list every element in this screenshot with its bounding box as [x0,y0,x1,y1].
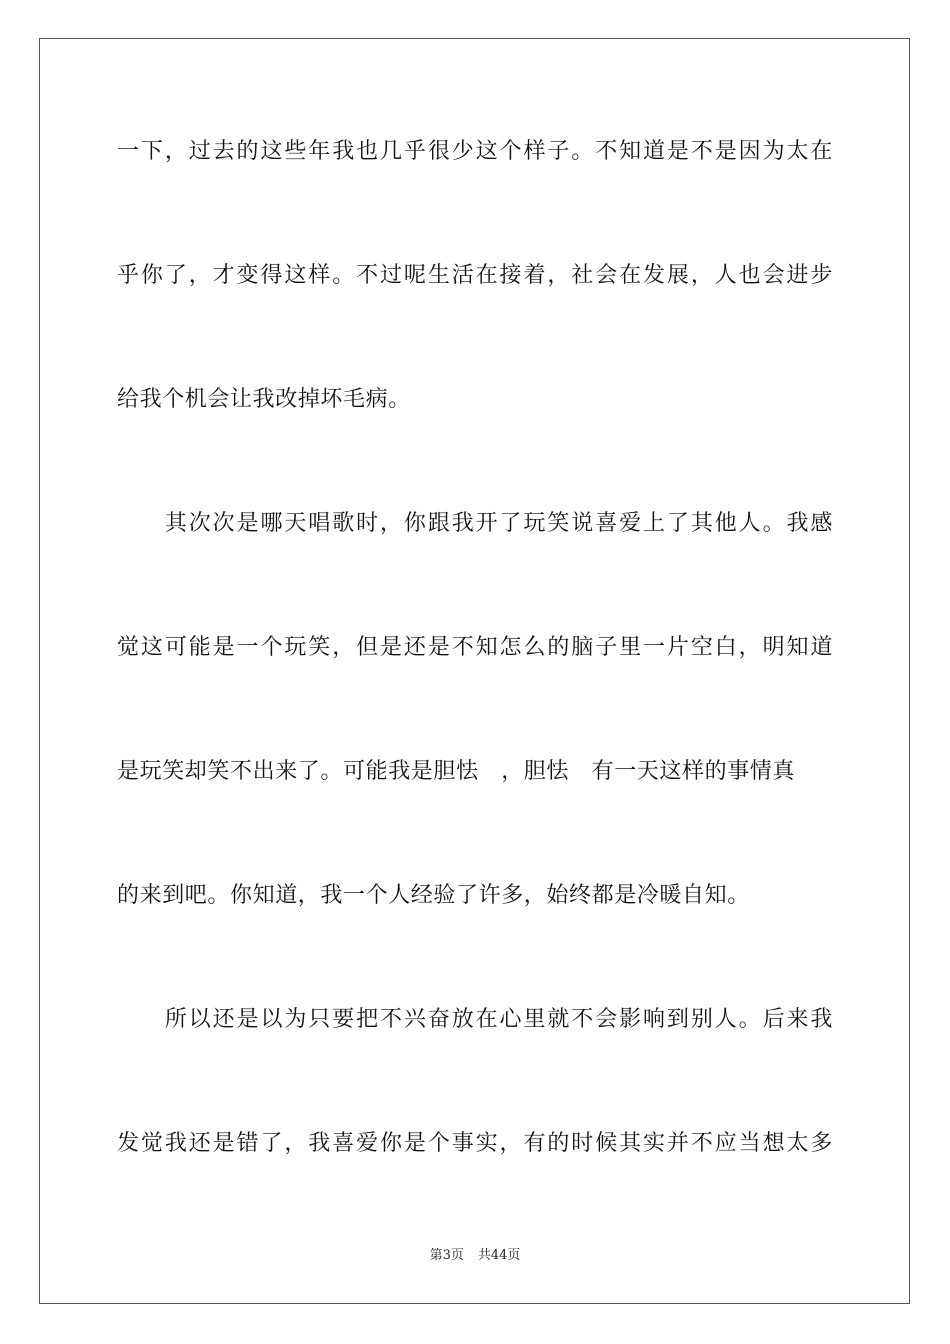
body-text-line: 其次次是哪天唱歌时，你跟我开了玩笑说喜爱上了其他人。我感 [117,511,833,536]
body-text-line: 的来到吧。你知道，我一个人经验了许多，始终都是冷暖自知。 [117,883,750,908]
page-number: 第3页 [429,1248,464,1263]
page-footer [0,1247,950,1265]
page-total: 共44页 [477,1248,521,1263]
body-text-line: 给我个机会让我改掉坏毛病。 [117,387,411,412]
body-text-line: 一下，过去的这些年我也几乎很少这个样子。不知道是不是因为太在 [117,139,833,164]
body-text-line: 乎你了，才变得这样。不过呢生活在接着，社会在发展，人也会进步 [117,263,833,288]
body-text-line: 是玩笑却笑不出来了。可能我是胆怯 ，胆怯 有一天这样的事情真 [117,759,796,784]
page-border [39,38,910,1304]
body-text-line: 发觉我还是错了，我喜爱你是个事实，有的时候其实并不应当想太多 [117,1131,833,1156]
body-text-line: 觉这可能是一个玩笑，但是还是不知怎么的脑子里一片空白，明知道 [117,635,833,660]
body-text-line: 所以还是以为只要把不兴奋放在心里就不会影响到别人。后来我 [117,1007,833,1032]
